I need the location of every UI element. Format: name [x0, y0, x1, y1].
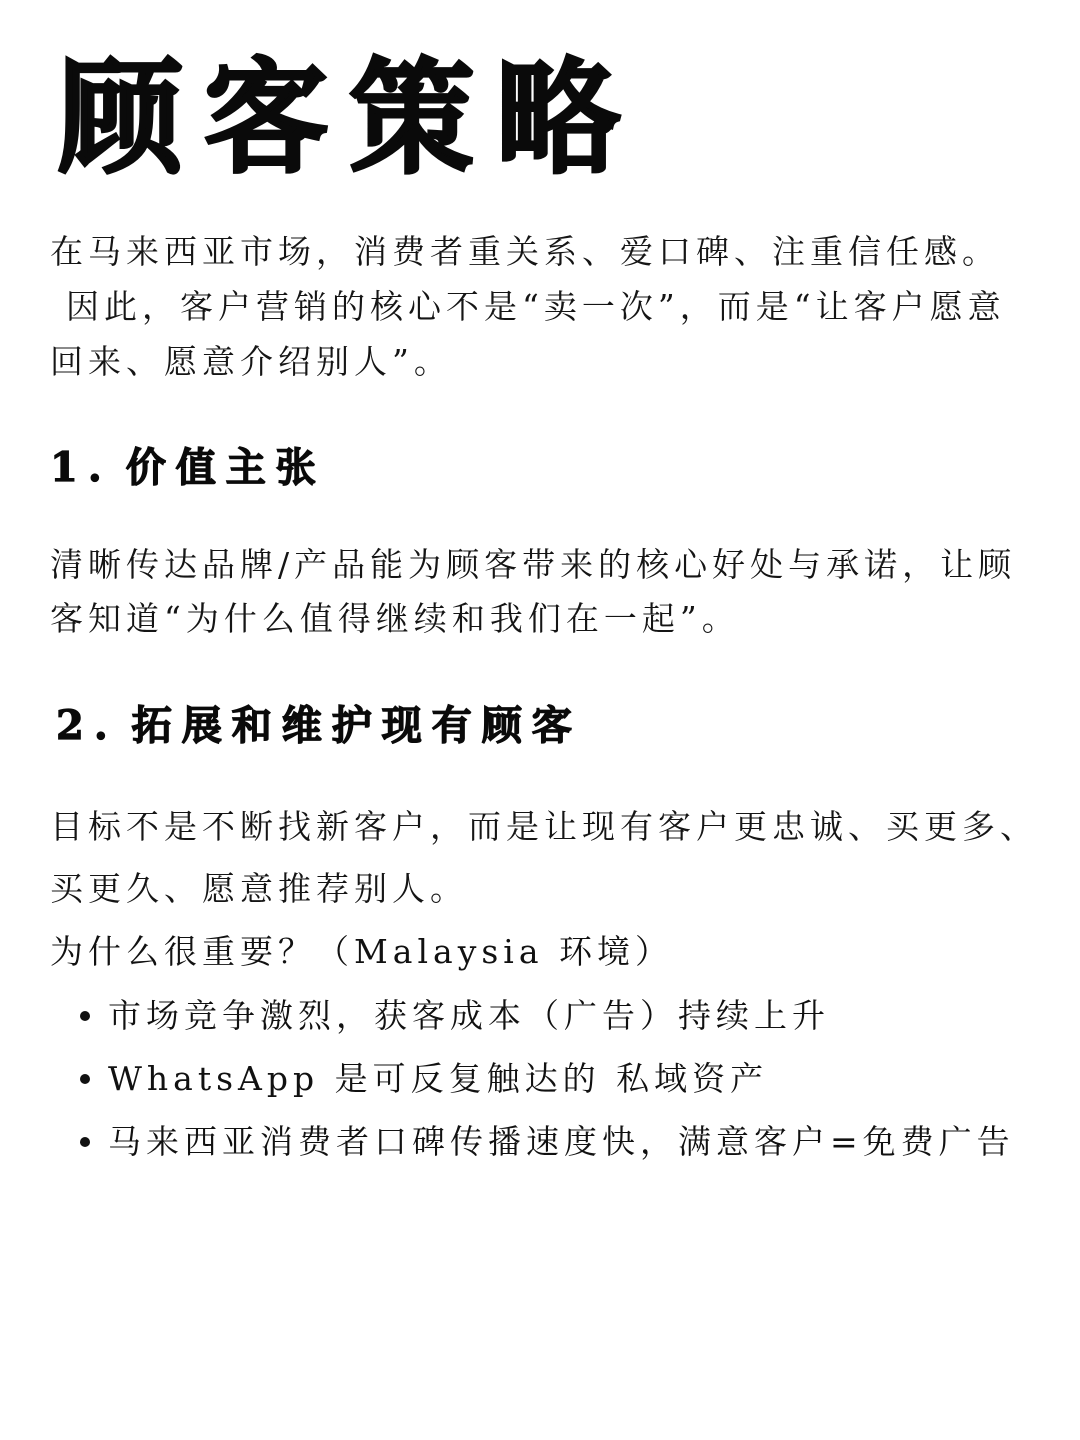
section-1-body: [50, 538, 1050, 646]
bullet-item: [50, 1047, 1015, 1110]
section-2-line-1: 目标不是不断找新客户，而是让现有客户更忠诚、买更多、: [50, 807, 1038, 846]
intro-line-3: 回来、愿意介绍别人”。: [50, 342, 452, 381]
bullet-item: [50, 984, 1015, 1047]
section-2-title: 拓展和维护现有顾客: [131, 702, 582, 749]
bullet-text: 马来西亚消费者口碑传播速度快，满意客户=免费广告: [108, 1122, 1015, 1161]
bullet-dot-icon: [80, 1137, 90, 1147]
section-2-body: [50, 796, 1050, 920]
intro-line-1: 在马来西亚市场，消费者重关系、爱口碑、注重信任感。: [50, 232, 1000, 271]
section-2-line-2: 买更久、愿意推荐别人。: [50, 869, 468, 908]
intro-paragraph: [50, 224, 1050, 389]
bullet-dot-icon: [80, 1011, 90, 1021]
bullet-item: [50, 1110, 1015, 1173]
intro-line-2: 因此，客户营销的核心不是“卖一次”，而是“让客户愿意: [66, 287, 1006, 326]
section-1-title: 价值主张: [125, 444, 326, 491]
section-2-number: 2.: [56, 702, 118, 749]
section-1-heading: [50, 436, 326, 493]
bullet-text: WhatsApp 是可反复触达的 私域资产: [108, 1059, 769, 1098]
section-1-number: 1.: [50, 444, 112, 491]
section-1-line-1: 清晰传达品牌/产品能为顾客带来的核心好处与承诺，让顾: [50, 545, 1017, 584]
section-2-heading: [56, 694, 582, 751]
bullet-dot-icon: [80, 1074, 90, 1084]
section-2-why-heading: 为什么很重要？（Malaysia 环境）: [50, 932, 673, 971]
page-title: 顾客策略: [58, 46, 643, 191]
section-2-bullet-list: [50, 984, 1015, 1173]
section-1-line-2: 客知道“为什么值得继续和我们在一起”。: [50, 599, 740, 638]
bullet-text: 市场竞争激烈，获客成本（广告）持续上升: [108, 996, 830, 1035]
